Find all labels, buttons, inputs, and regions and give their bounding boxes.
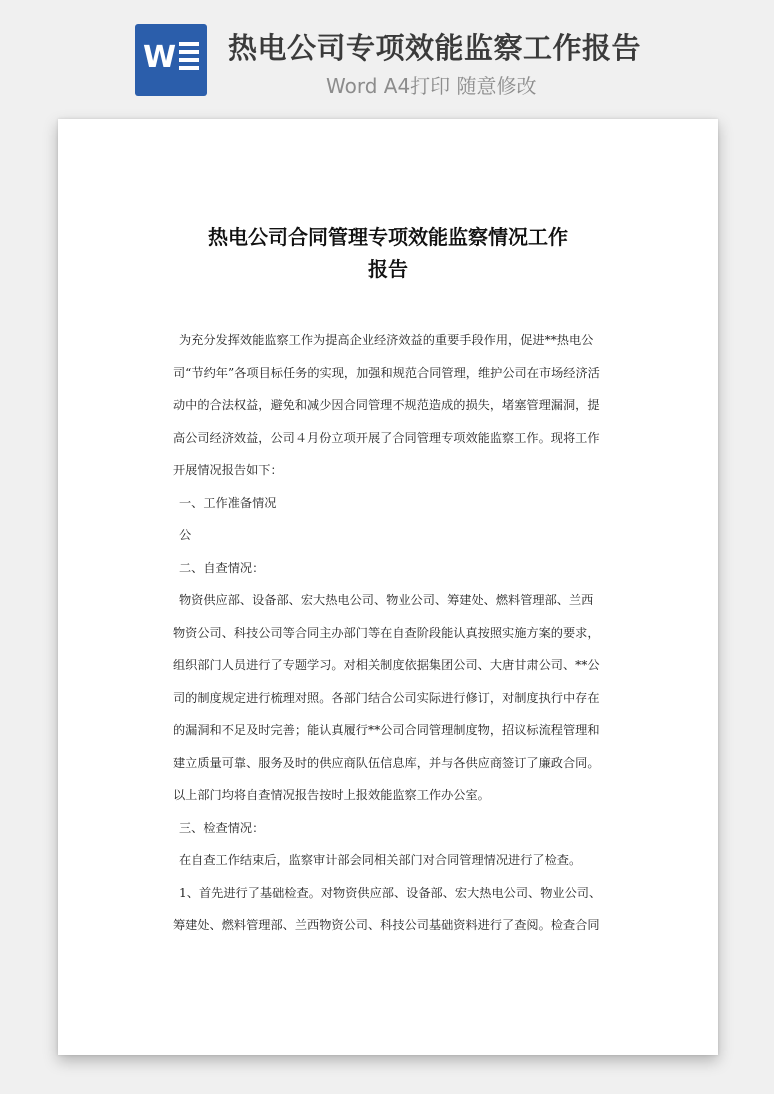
- section-heading-self-check: 二、自查情况：: [179, 560, 265, 575]
- page-title: 热电公司专项效能监察工作报告: [228, 31, 642, 65]
- document-body: [173, 324, 605, 942]
- paragraph-preparation: 公: [179, 528, 192, 542]
- paragraph-self-check: 物资供应部、设备部、宏大热电公司、物业公司、筹建处、燃料管理部、兰西物资公司、科技公司等合同主办部门等在自查阶段能认真按照实施方案的要求，组织部门人员进行了专题学习。对相关制度依据集团公司、大唐甘肃公司、**公司的制度规定进行梳理对照。各部门结合公司实际进行修订，对制度执行中存在的漏洞和不足及时完善；能认真履行**公司合同管理制度物，招议标流程管理和建立质量可靠、服务及时的供应商队伍信息库，并与各供应商签订了廉政合同。以上部门均将自查情况报告按时上报效能监察工作办公室。: [173, 593, 600, 802]
- paragraph-intro: 为充分发挥效能监察工作为提高企业经济效益的重要手段作用，促进**热电公司“节约年”各项目标任务的实现，加强和规范合同管理，维护公司在市场经济活动中的合法权益，避免和减少因合同管理不规范造成的损失，堵塞管理漏洞，提高公司经济效益，公司４月份立项开展了合同管理专项效能监察工作。现将工作开展情况报告如下：: [173, 333, 600, 477]
- section-heading-preparation: 一、工作准备情况: [179, 495, 277, 510]
- header: [0, 0, 774, 118]
- document-title: [118, 221, 658, 285]
- document-title-line2: 报告: [368, 257, 408, 281]
- section-heading-inspection: 三、检查情况：: [179, 820, 265, 835]
- document-page: [58, 119, 718, 1055]
- word-logo-lines: [179, 42, 199, 78]
- paragraph-basic-check: 1、首先进行了基础检查。对物资供应部、设备部、宏大热电公司、物业公司、筹建处、燃料管理部、兰西物资公司、科技公司基础资料进行了查阅。检查合同: [173, 885, 602, 932]
- page-subtitle: Word A4打印 随意修改: [326, 74, 537, 98]
- word-logo-letter: W: [143, 40, 177, 75]
- document-title-line1: 热电公司合同管理专项效能监察情况工作: [208, 225, 568, 249]
- paragraph-inspection: 在自查工作结束后，监察审计部会同相关部门对合同管理情况进行了检查。: [179, 853, 582, 867]
- word-icon: [135, 24, 207, 96]
